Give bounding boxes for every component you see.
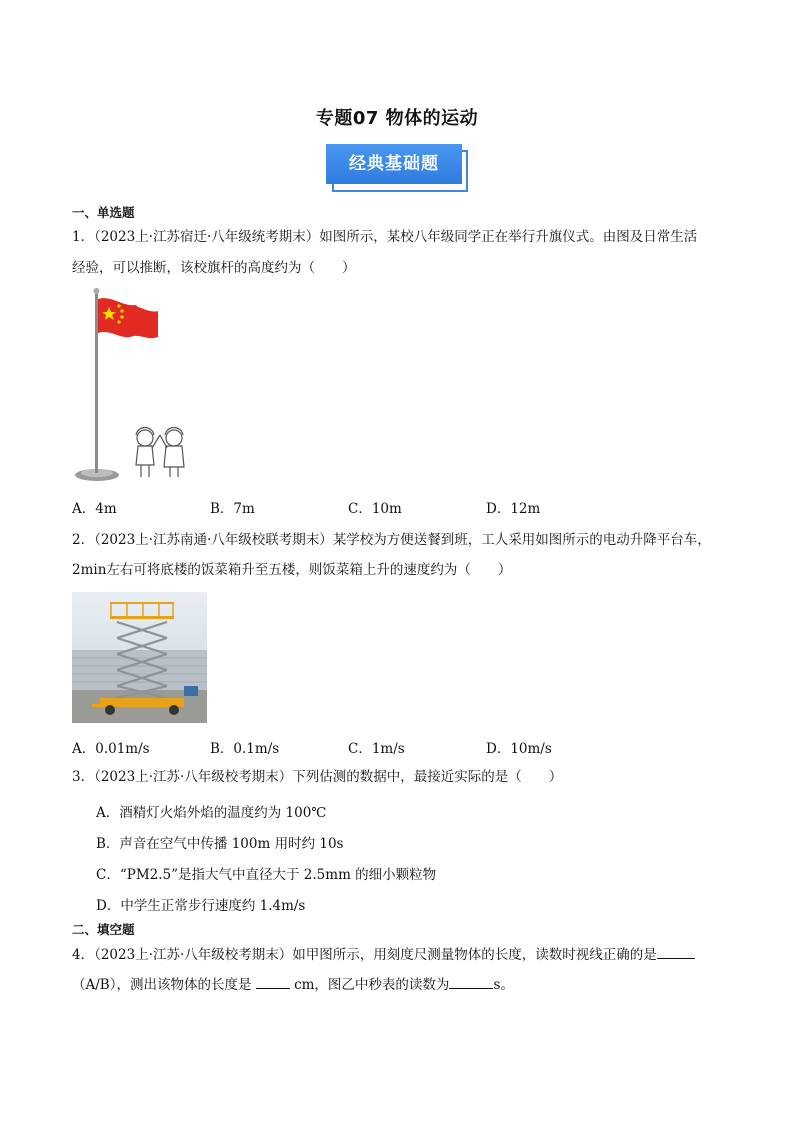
question-1-line-1: 1．（2023上·江苏宿迁·八年级统考期末）如图所示，某校八年级同学正在举行升旗仪式。由图及日常生活 [72,229,698,245]
badge-label: 经典基础题 [326,144,462,184]
q4-text-3: cm，图乙中秒表的读数为 [294,977,450,993]
q2-option-c[interactable]: C．1m/s [348,741,405,757]
flagpole-icon [95,290,98,473]
q2-option-d[interactable]: D．10m/s [486,741,552,757]
page-title: 专题07 物体的运动 [315,108,479,129]
q4-text-4: s。 [493,977,514,993]
question-3-line-1: 3．（2023上·江苏·八年级校考期末）下列估测的数据中，最接近实际的是（ ） [72,769,563,785]
q1-option-c[interactable]: C．10m [348,501,402,517]
q1-option-b[interactable]: B．7m [210,501,255,517]
q1-option-a[interactable]: A．4m [72,501,117,517]
category-badge [326,144,470,194]
section-heading-single-choice: 一、单选题 [72,205,135,220]
q2-option-a[interactable]: A．0.01m/s [72,741,150,757]
question-2-line-2: 2min左右可将底楼的饭菜箱升至五楼，则饭菜箱上升的速度约为（ ） [72,562,512,578]
scissor-lift-photo [72,592,207,723]
question-4-line-1 [72,940,722,970]
q4-blank-1[interactable] [657,944,695,959]
saluting-students-icon [136,428,184,478]
question-2-line-1: 2．（2023上·江苏南通·八年级校联考期末）某学校为方便送餐到班，工人采用如图所示的电动升降平台车， [72,532,711,548]
q3-option-a[interactable]: A．酒精灯火焰外焰的温度约为 100℃ [96,805,327,821]
q3-option-b[interactable]: B．声音在空气中传播 100m 用时约 10s [96,836,344,852]
question-1-line-2: 经验，可以推断，该校旗杆的高度约为（ ） [72,260,356,276]
q4-blank-3[interactable] [449,974,493,989]
section-heading-fill-in: 二、填空题 [72,922,135,937]
q4-blank-2[interactable] [256,974,290,989]
question-4-line-2 [72,970,722,1000]
q4-text-2: （A/B），测出该物体的长度是 [72,977,252,993]
flagpole-figure [72,285,202,490]
q3-option-d[interactable]: D．中学生正常步行速度约 1.4m/s [96,898,306,914]
q2-option-b[interactable]: B．0.1m/s [210,741,280,757]
q4-text-1: 4．（2023上·江苏·八年级校考期末）如甲图所示，用刻度尺测量物体的长度，读数时视线正确的是 [72,947,657,963]
q1-option-d[interactable]: D．12m [486,501,541,517]
q3-option-c[interactable]: C．“PM2.5”是指大气中直径大于 2.5mm 的细小颗粒物 [96,867,437,883]
